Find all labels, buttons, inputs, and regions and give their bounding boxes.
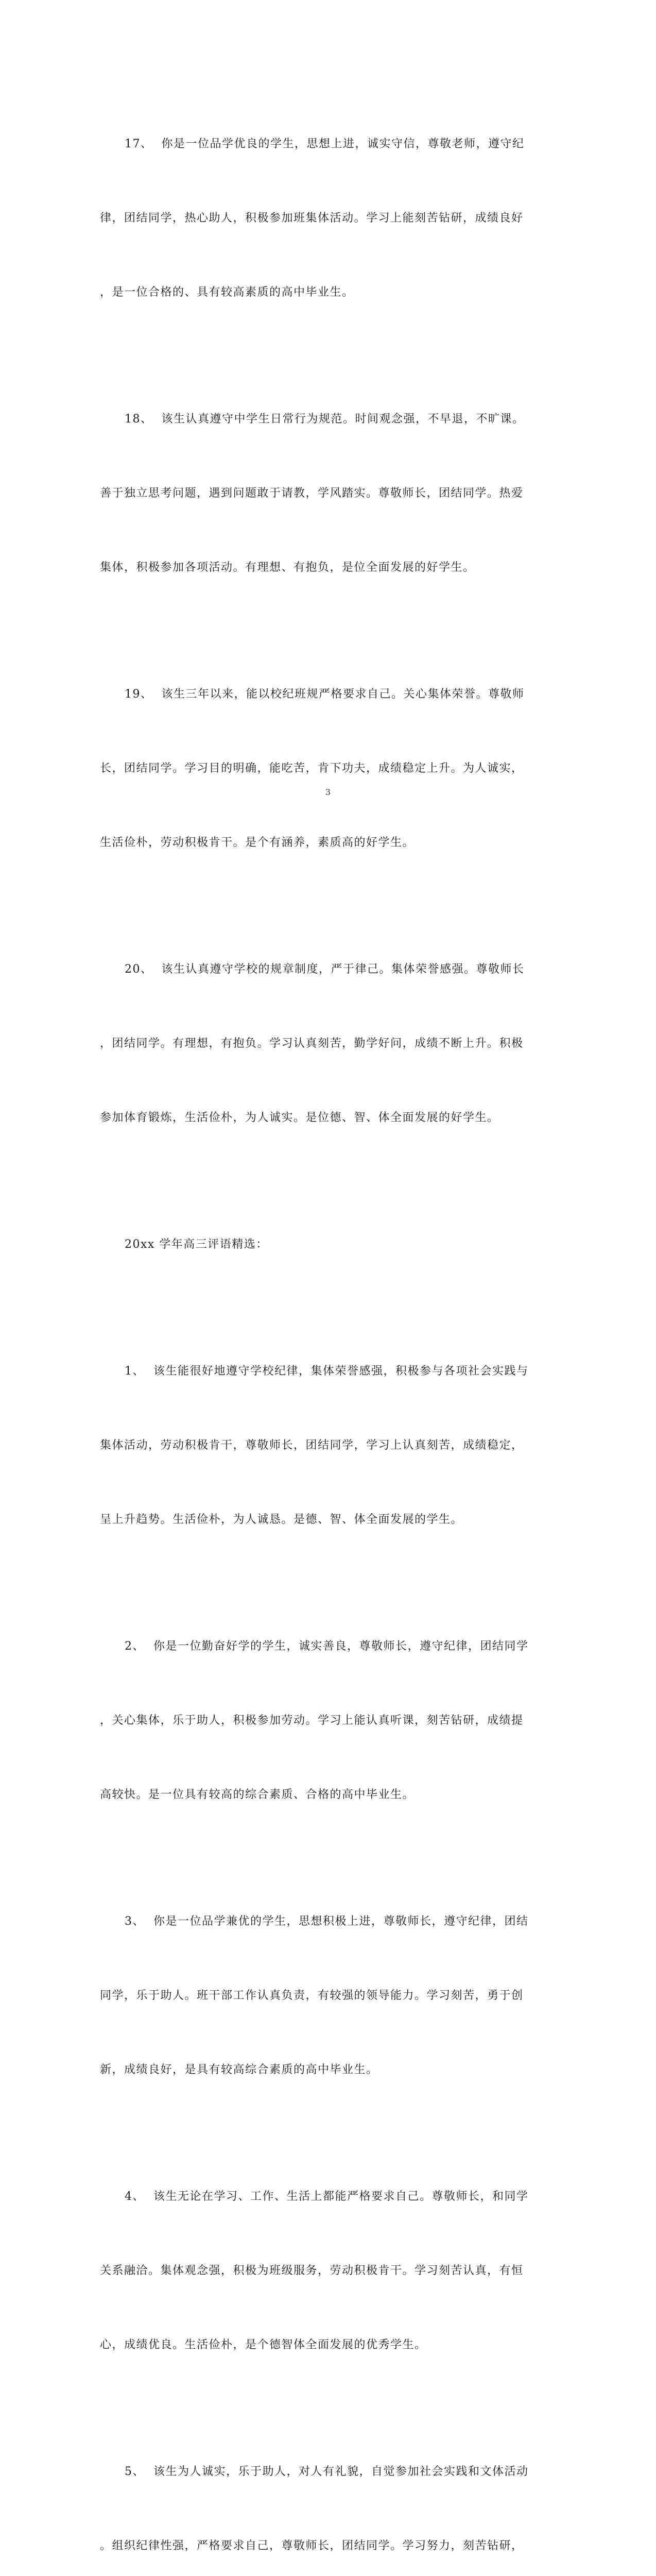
paragraph-20: [100, 908, 551, 1180]
paragraph-line: 1、 该生能很好地遵守学校纪律，集体荣誉感强，积极参与各项社会实践与: [125, 1365, 529, 1378]
paragraph-line: 同学，乐于助人。班干部工作认真负责，有较强的领导能力。学习刻苦，勇于创: [100, 1989, 524, 2002]
paragraph-17: [100, 82, 551, 354]
paragraph-line: 律，团结同学，热心助人，积极参加班集体活动。学习上能刻苦钻研，成绩良好: [100, 212, 524, 225]
paragraph-line: 集体活动，劳动积极肯干，尊敬师长，团结同学，学习上认真刻苦，成绩稳定，: [100, 1439, 524, 1452]
paragraph-line: 长，团结同学。学习目的明确，能吃苦，肯下功夫，成绩稳定上升。为人诚实，: [100, 762, 524, 775]
paragraph-line: 生活俭朴，劳动积极肯干。是个有涵养，素质高的好学生。: [100, 836, 415, 849]
paragraph-line: 。组织纪律性强，严格要求自己，尊敬师长，团结同学。学习努力，刻苦钻研，: [100, 2539, 524, 2552]
paragraph-4: [100, 2135, 551, 2407]
paragraph-5: [100, 2410, 551, 2576]
paragraph-line: 新，成绩良好，是具有较高综合素质的高中毕业生。: [100, 2063, 378, 2076]
paragraph-line: 关系融洽。集体观念强，积极为班级服务，劳动积极肯干。学习刻苦认真，有恒: [100, 2264, 524, 2277]
paragraph-line: 18、 该生认真遵守中学生日常行为规范。时间观念强，不早退，不旷课。: [125, 413, 525, 426]
paragraph-18: [100, 358, 551, 630]
paragraph-line: 心，成绩优良。生活俭朴，是个德智体全面发展的优秀学生。: [100, 2338, 427, 2351]
paragraph-line: 17、 你是一位品学优良的学生，思想上进，诚实守信，尊敬老师，遵守纪: [125, 138, 525, 150]
paragraph-line: ，是一位合格的、具有较高素质的高中毕业生。: [100, 286, 354, 299]
paragraph-line: 呈上升趋势。生活俭朴，为人诚恳。是德、智、体全面发展的学生。: [100, 1513, 463, 1526]
section-heading-text: 20xx 学年高三评语精选：: [125, 1238, 268, 1251]
paragraph-2: [100, 1585, 551, 1857]
paragraph-line: 3、 你是一位品学兼优的学生，思想积极上进，尊敬师长，遵守纪律，团结: [125, 1915, 529, 1928]
paragraph-19: [100, 633, 551, 905]
paragraph-line: 高较快。是一位具有较高的综合素质、合格的高中毕业生。: [100, 1788, 415, 1801]
paragraph-line: 4、 该生无论在学习、工作、生活上都能严格要求自己。尊敬师长，和同学: [125, 2190, 529, 2203]
paragraph-line: ，关心集体，乐于助人，积极参加劳动。学习上能认真听课，刻苦钻研，成绩提: [100, 1714, 524, 1727]
paragraph-line: 参加体育锻炼，生活俭朴，为人诚实。是位德、智、体全面发展的好学生。: [100, 1111, 499, 1124]
paragraph-3: [100, 1860, 551, 2132]
paragraph-line: 2、 你是一位勤奋好学的学生，诚实善良，尊敬师长，遵守纪律，团结同学: [125, 1640, 529, 1653]
paragraph-line: 5、 该生为人诚实，乐于助人，对人有礼貌，自觉参加社会实践和文体活动: [125, 2465, 529, 2478]
document-body: [100, 82, 551, 2576]
paragraph-line: 19、 该生三年以来，能以校纪班规严格要求自己。关心集体荣誉。尊敬师: [125, 688, 525, 701]
paragraph-line: 善于独立思考问题，遇到问题敢于请教，学风踏实。尊敬师长，团结同学。热爱: [100, 487, 524, 500]
paragraph-line: 20、 该生认真遵守学校的规章制度，严于律己。集体荣誉感强。尊敬师长: [125, 963, 525, 976]
paragraph-line: ，团结同学。有理想，有抱负。学习认真刻苦，勤学好问，成绩不断上升。积极: [100, 1037, 524, 1050]
page-number: 3: [325, 787, 331, 797]
paragraph-1: [100, 1310, 551, 1582]
paragraph-line: 集体，积极参加各项活动。有理想、有抱负，是位全面发展的好学生。: [100, 561, 475, 574]
section-heading: [100, 1183, 551, 1307]
